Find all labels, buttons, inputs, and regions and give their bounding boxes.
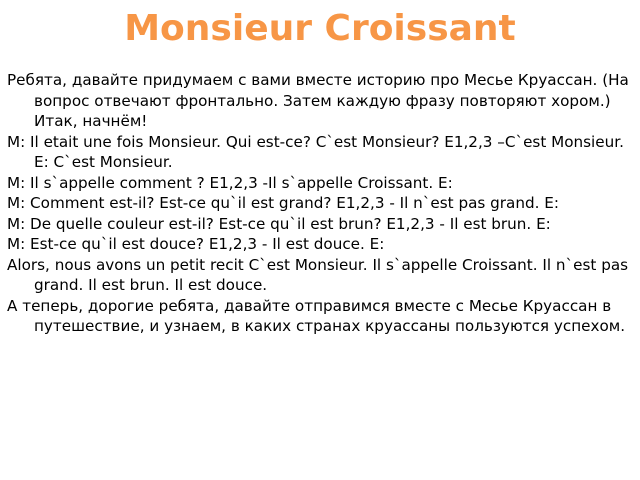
slide-body [7, 70, 633, 337]
paragraph-dialogue-3: M: Comment est-il? Est-ce qu`il est grand? E1,2,3 - Il n`est pas grand. E: [7, 194, 559, 212]
paragraph-dialogue-4: M: De quelle couleur est-il? Est-ce qu`il est brun? E1,2,3 - Il est brun. E: [7, 214, 551, 233]
paragraph-dialogue-2: M: Il s`appelle comment ? E1,2,3 -Il s`appelle Croissant. E: [7, 173, 453, 192]
paragraph-summary: Alors, nous avons un petit recit C`est Monsieur. Il s`appelle Croissant. Il n`est pas grand. Il est brun. Il est douce. [7, 255, 629, 294]
paragraph-dialogue-5: M: Est-ce qu`il est douce? E1,2,3 - Il est douce. E: [7, 235, 385, 253]
paragraph-intro: Ребята, давайте придумаем с вами вместе историю про Месье Круассан. (На вопрос отвечают фронтально. Затем каждую фразу повторяют хором.) Итак, начнём! [7, 71, 629, 130]
paragraph-closing: А теперь, дорогие ребята, давайте отправимся вместе с Месье Круассан в путешествие, и узнаем, в каких странах круассаны пользуются успехом. [7, 296, 626, 335]
slide-title: Monsieur Croissant [124, 8, 516, 49]
paragraph-dialogue-1: М: Il etait une fois Monsieur. Qui est-ce? C`est Monsieur? E1,2,3 –C`est Monsieur. E: C`est Monsieur. [7, 132, 624, 171]
